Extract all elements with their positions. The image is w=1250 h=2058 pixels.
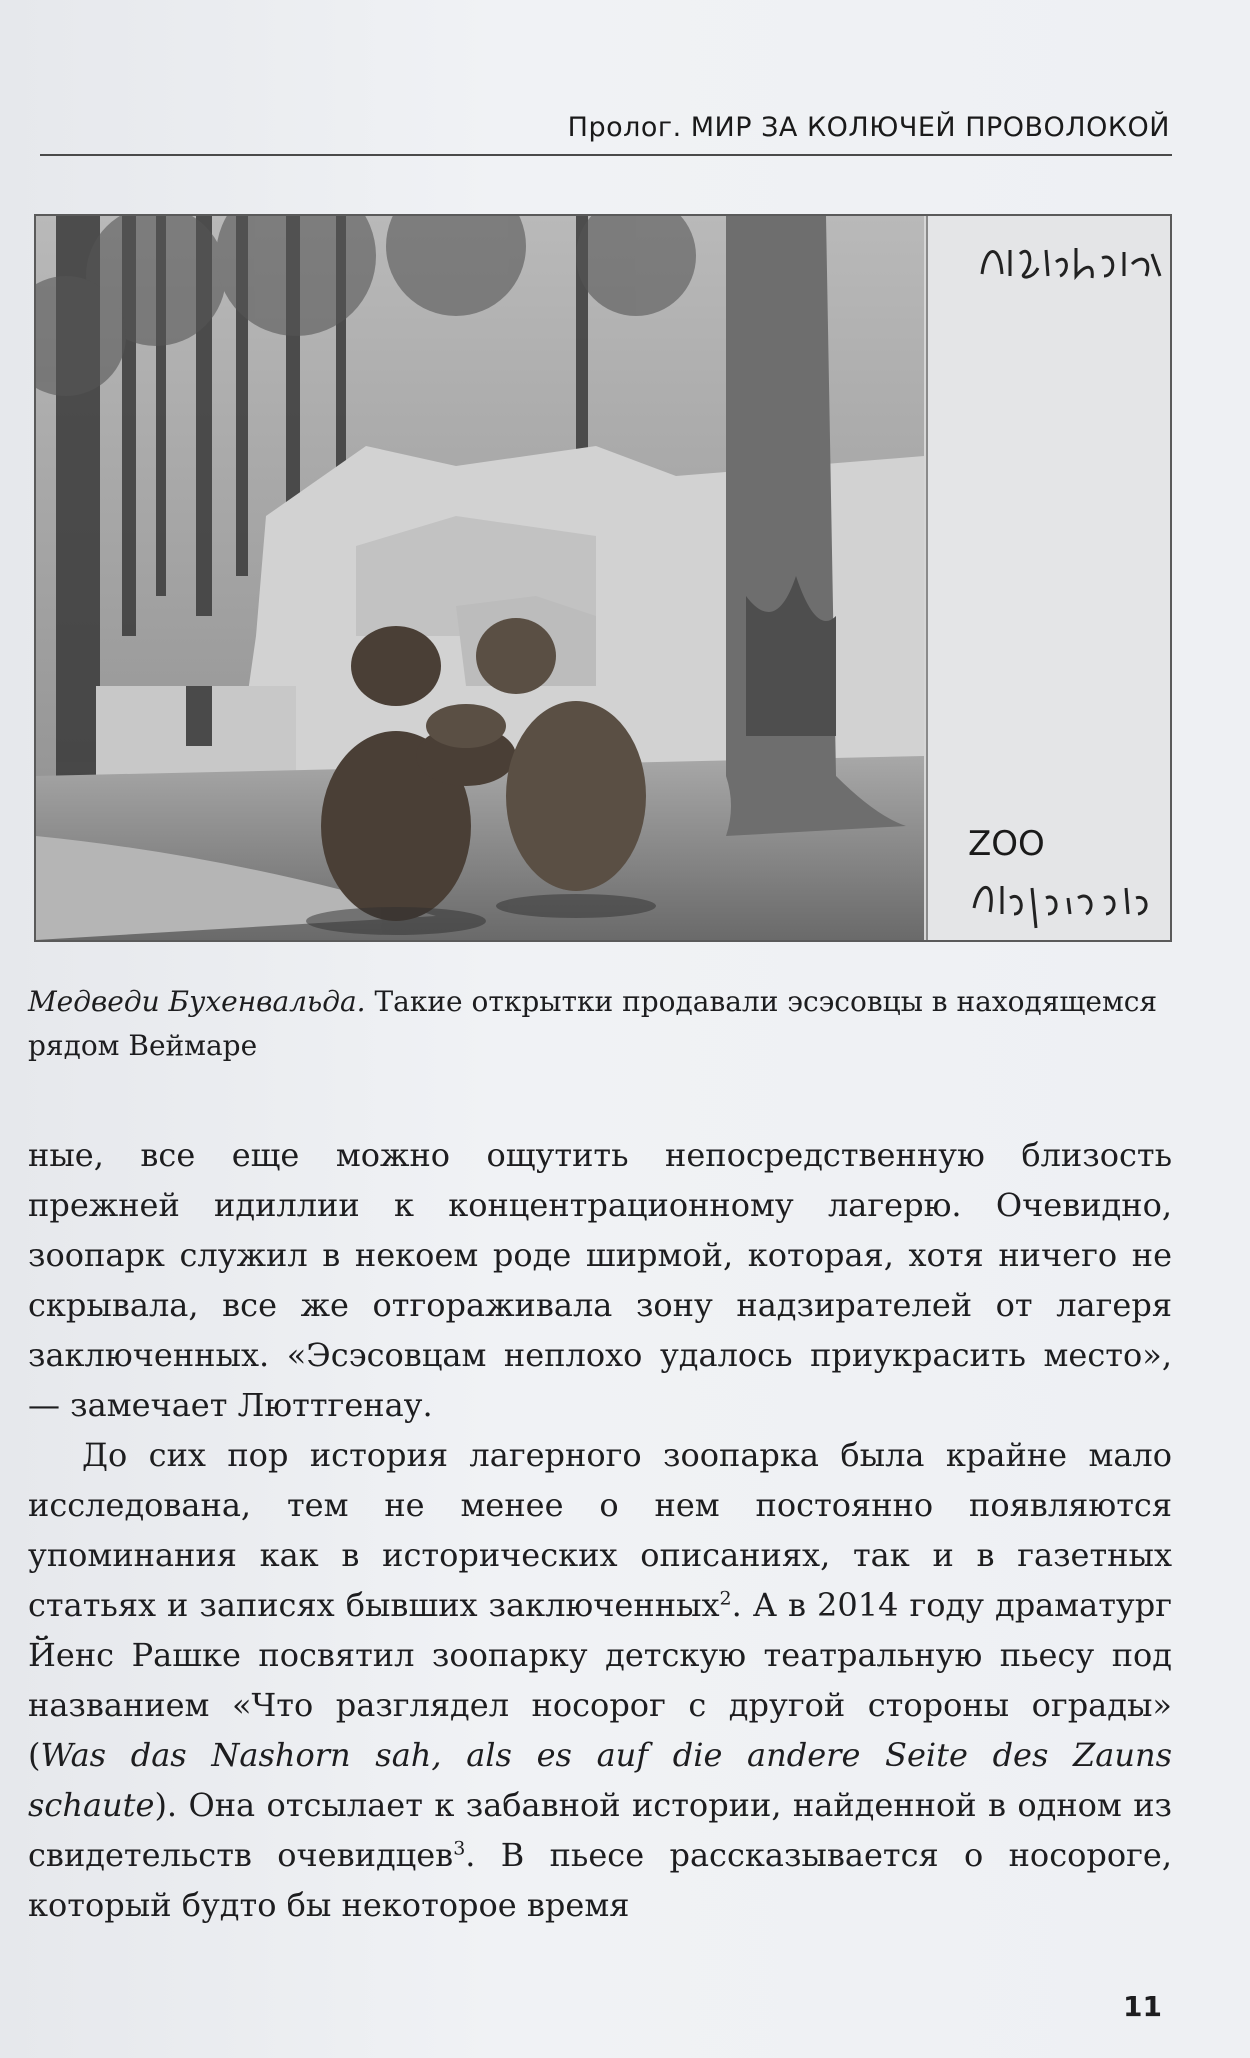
blackletter-script-top	[976, 224, 1166, 304]
page-number: 11	[1123, 1990, 1162, 2023]
p2-part-a: До сих пор история лагерного зоопарка была крайне мало исследована, тем не менее о нем постоянно появляются упоминания как в исторических описаниях, так и в газетных статьях и записях бывших заключенных	[28, 1436, 1172, 1624]
footnote-ref-3[interactable]: 3	[453, 1837, 466, 1860]
paragraph-1: ные, все еще можно ощутить непосредственную близость прежней идиллии к концентрационному лагерю. Очевидно, зоопарк служил в некоем роде ширмой, которая, хотя ничего не скрывала, все же отгораживала зону надзирателей от лагеря заключенных. «Эсэсовцам неплохо удалось приукрасить место», — замечает Люттгенау.	[28, 1136, 1172, 1424]
header-rule	[40, 154, 1172, 156]
footnote-ref-2[interactable]: 2	[719, 1587, 732, 1610]
caption-italic: Медведи Бухенвальда.	[28, 985, 366, 1018]
paragraph-2	[28, 1430, 1172, 1930]
p2-german-title: Was das Nashorn sah, als es auf die andere Seite des Zauns schaute	[28, 1736, 1172, 1824]
p2-part-d: . В пьесе рассказывается о носороге, который будто бы некоторое время	[28, 1836, 1172, 1924]
running-head: Пролог. МИР ЗА КОЛЮЧЕЙ ПРОВОЛОКОЙ	[567, 112, 1170, 143]
zoo-label: ZOO	[968, 824, 1045, 864]
postcard-figure	[34, 214, 1172, 942]
p2-part-b: . А в 2014 году драматург Йенс Рашке посвятил зоопарку детскую театральную пьесу под названием «Что разглядел носорог с другой стороны ограды» (	[28, 1586, 1173, 1774]
body-text	[28, 1130, 1172, 1930]
bears-photograph	[36, 216, 924, 940]
figure-caption	[28, 980, 1168, 1068]
p2-part-c: ). Она отсылает к забавной истории, найденной в одном из свидетельств очевидцев	[28, 1786, 1172, 1874]
postcard-text-panel	[926, 216, 1172, 940]
caption-text: Такие открытки продавали эсэсовцы в находящемся рядом Веймаре	[28, 985, 1158, 1062]
blackletter-script-bottom	[966, 868, 1156, 938]
